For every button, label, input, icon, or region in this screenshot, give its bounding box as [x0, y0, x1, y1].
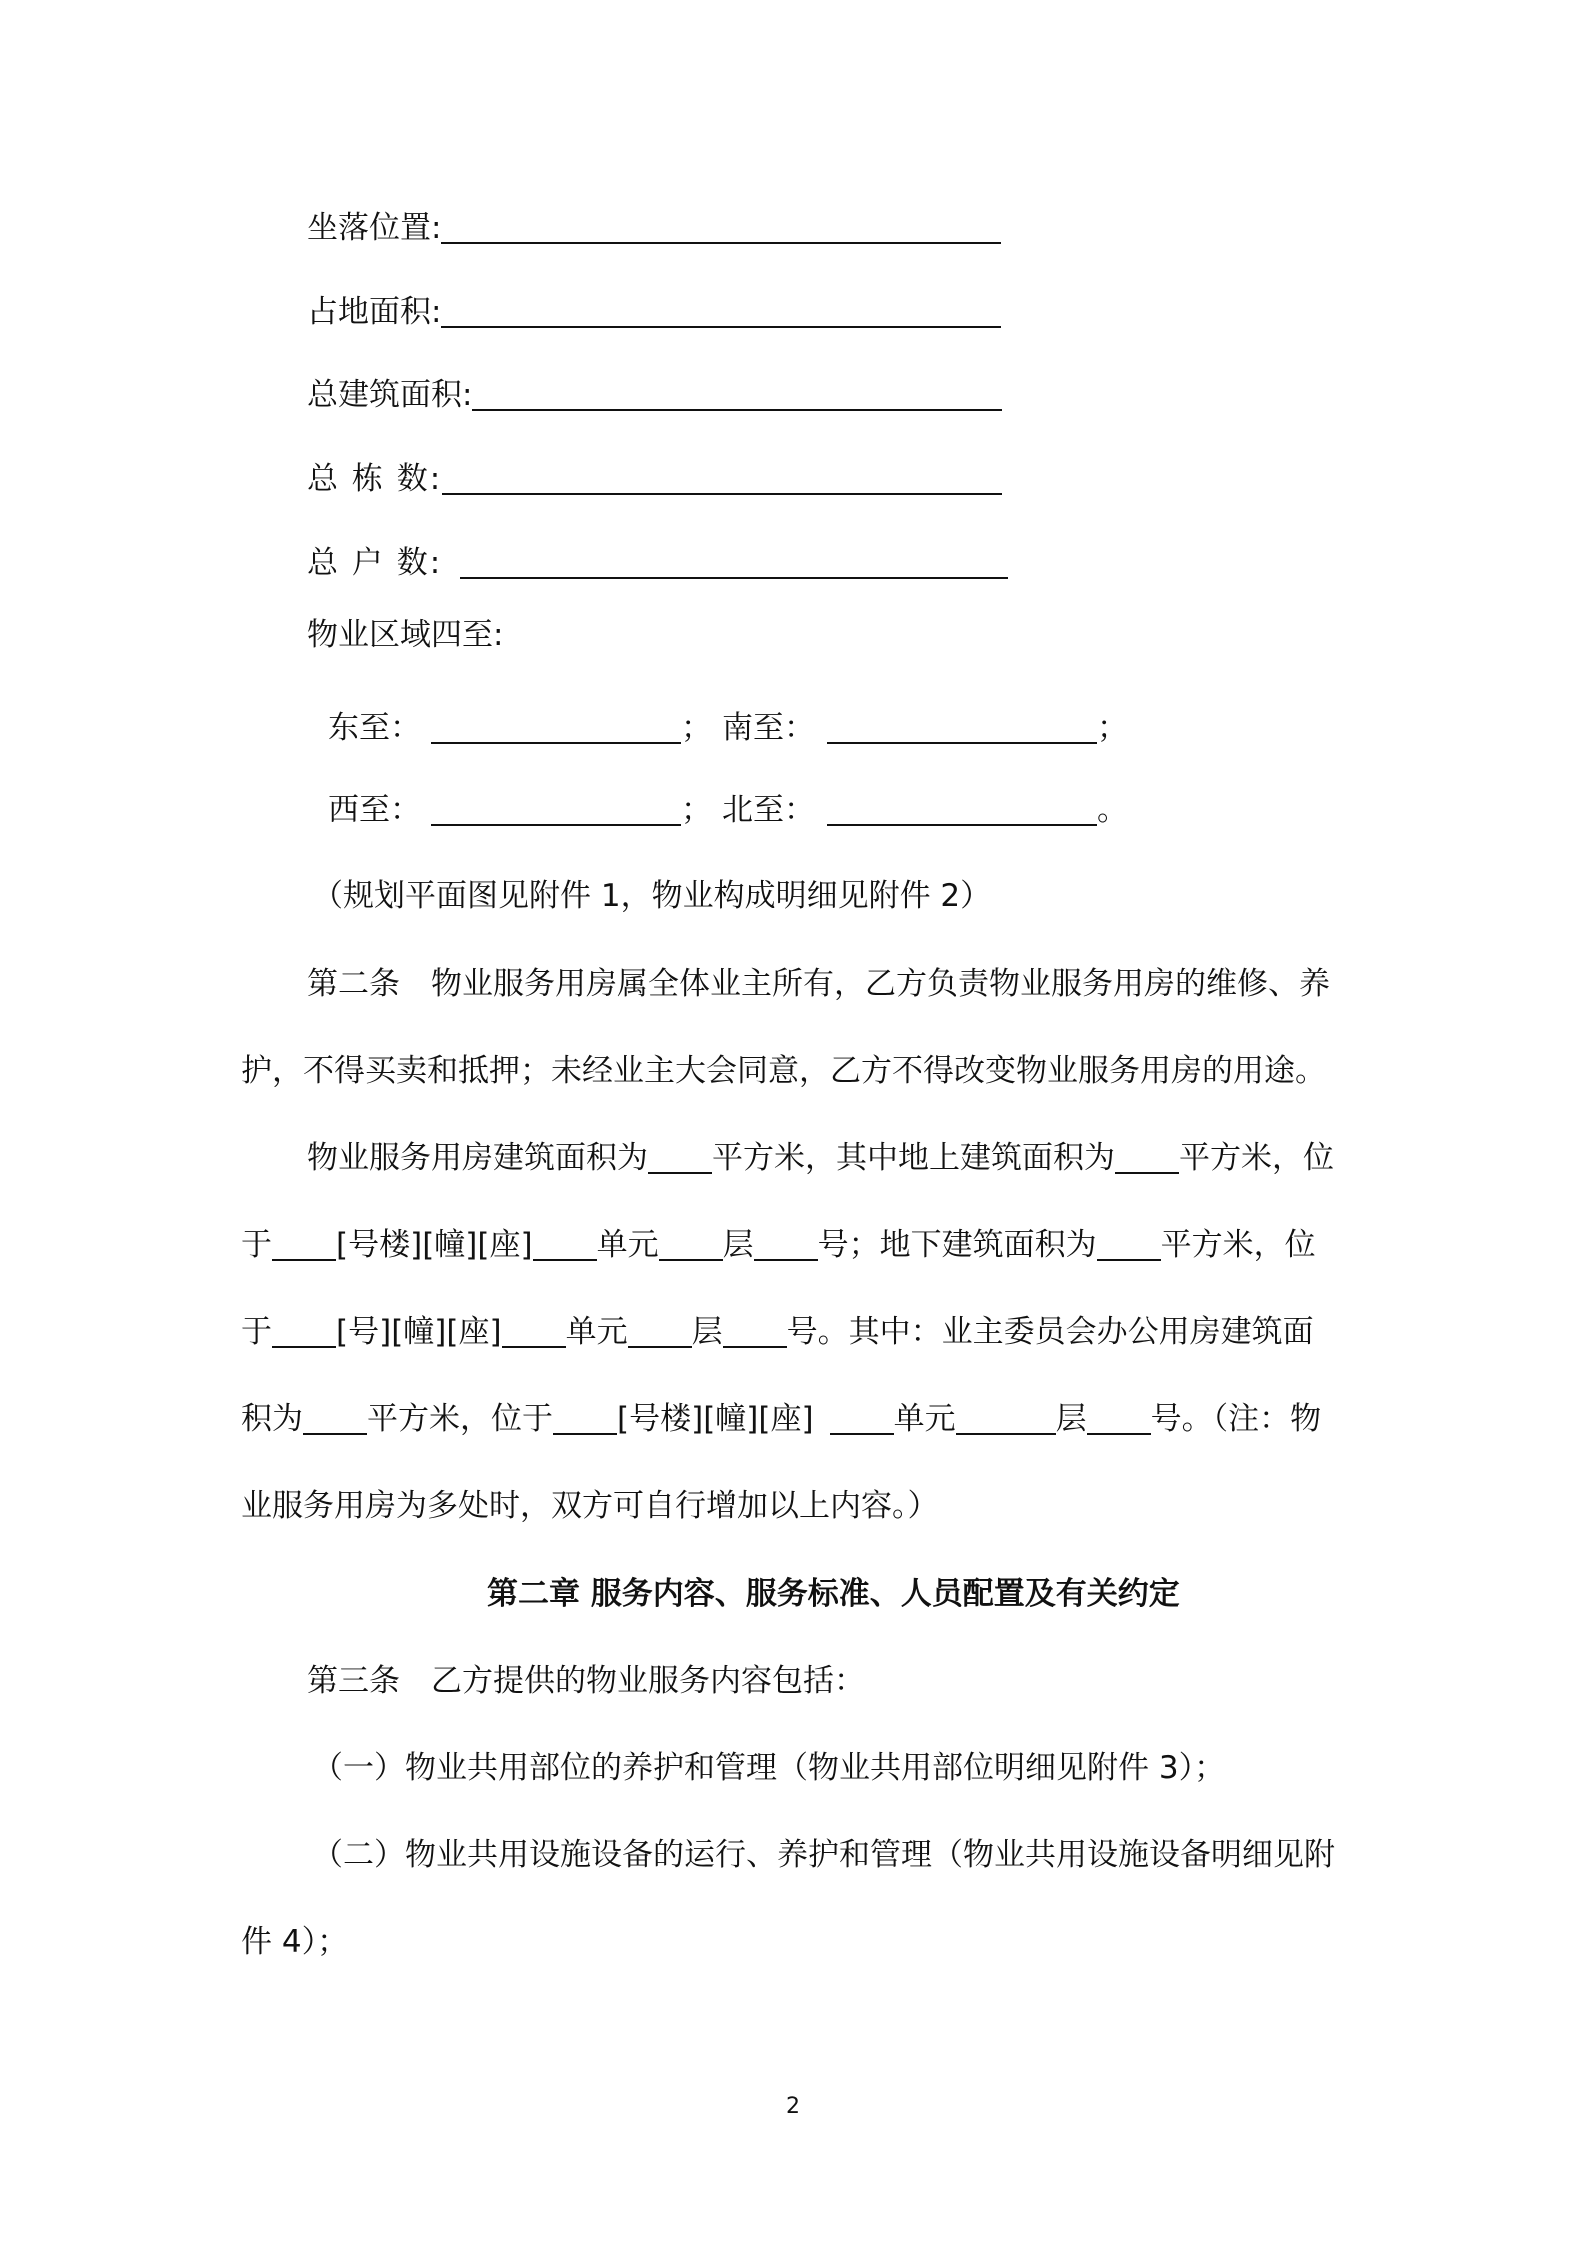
land-area-label: 占地面积:	[307, 294, 442, 330]
blank-area-total[interactable]	[648, 1142, 712, 1174]
blank-room[interactable]	[1087, 1403, 1151, 1435]
total-households-label: 总 户 数:	[307, 545, 443, 581]
text: 积为	[241, 1401, 303, 1437]
page-number: 2	[786, 2094, 800, 2119]
article3-item2-line2: 件 4）；	[241, 1924, 349, 1960]
text: 平方米，位于	[367, 1401, 553, 1437]
blank-area-above[interactable]	[1115, 1142, 1179, 1174]
text: 号。其中：业主委员会办公用房建筑面	[786, 1314, 1314, 1350]
blank-room[interactable]	[754, 1229, 818, 1261]
text: 单元	[565, 1314, 628, 1350]
south-blank[interactable]	[827, 712, 1097, 744]
text: 平方米，位	[1160, 1227, 1316, 1263]
article2-line1: 第二条 物业服务用房属全体业主所有，乙方负责物业服务用房的维修、养	[307, 966, 1330, 1002]
text: 于	[241, 1314, 272, 1350]
text: 平方米，位	[1179, 1140, 1334, 1176]
north-blank[interactable]	[827, 794, 1097, 826]
separator: ；	[681, 710, 712, 746]
text: [号楼][幢][座]	[336, 1227, 533, 1263]
total-buildings-blank[interactable]	[442, 463, 1002, 495]
text: [号][幢][座]	[336, 1314, 502, 1350]
blank-building[interactable]	[272, 1229, 336, 1261]
blank-unit[interactable]	[533, 1229, 597, 1261]
total-building-area-label: 总建筑面积:	[307, 377, 473, 413]
text: 物业服务用房建筑面积为	[307, 1140, 648, 1176]
text: 于	[241, 1227, 272, 1263]
blank-unit[interactable]	[830, 1403, 894, 1435]
east-blank[interactable]	[431, 712, 681, 744]
west-label: 西至：	[328, 792, 421, 828]
land-area-blank[interactable]	[441, 296, 1001, 328]
blank-committee-area[interactable]	[303, 1403, 367, 1435]
chapter2-title: 第二章 服务内容、服务标准、人员配置及有关约定	[487, 1576, 1180, 1612]
text: 单元	[596, 1227, 659, 1263]
plan-note: （规划平面图见附件 1，物业构成明细见附件 2）	[312, 878, 992, 914]
blank-floor[interactable]	[956, 1403, 1056, 1435]
total-buildings-field	[307, 459, 1002, 499]
north-label: 北至：	[722, 792, 815, 828]
blank-room[interactable]	[723, 1316, 787, 1348]
boundaries-row-east-south	[328, 708, 1128, 748]
text: 号。（注：物	[1150, 1401, 1322, 1437]
total-building-area-field	[307, 375, 1002, 415]
west-blank[interactable]	[431, 794, 681, 826]
blank-building[interactable]	[553, 1403, 617, 1435]
text: 平方米，其中地上建筑面积为	[712, 1140, 1115, 1176]
article2-line5	[241, 1312, 1314, 1352]
text: 层	[722, 1227, 754, 1263]
land-area-field	[307, 292, 1001, 332]
text: 单元	[893, 1401, 956, 1437]
article2-line3	[307, 1138, 1334, 1178]
text: [号楼][幢][座]	[617, 1401, 814, 1437]
article3-item1: （一）物业共用部位的养护和管理（物业共用部位明细见附件 3）；	[312, 1750, 1226, 1786]
blank-floor[interactable]	[659, 1229, 723, 1261]
total-building-area-blank[interactable]	[472, 379, 1002, 411]
south-end: ；	[1097, 710, 1128, 746]
boundaries-row-west-north	[328, 790, 1128, 830]
article2-line7: 业服务用房为多处时，双方可自行增加以上内容。）	[241, 1488, 939, 1524]
south-label: 南至：	[722, 710, 815, 746]
article2-line6	[241, 1399, 1321, 1439]
total-households-blank[interactable]	[460, 547, 1008, 579]
location-label: 坐落位置:	[307, 210, 442, 246]
blank-area-below[interactable]	[1097, 1229, 1161, 1261]
text: 层	[1055, 1401, 1087, 1437]
article2-line4	[241, 1225, 1316, 1265]
blank-unit[interactable]	[502, 1316, 566, 1348]
location-field	[307, 208, 1001, 248]
blank-floor[interactable]	[628, 1316, 692, 1348]
article3-item2-line1: （二）物业共用设施设备的运行、养护和管理（物业共用设施设备明细见附	[312, 1837, 1335, 1873]
text: 层	[691, 1314, 723, 1350]
total-buildings-label: 总 栋 数:	[307, 461, 443, 497]
blank-building[interactable]	[272, 1316, 336, 1348]
total-households-field	[307, 543, 1008, 583]
north-end: 。	[1097, 792, 1128, 828]
boundaries-heading: 物业区域四至:	[307, 617, 504, 653]
location-blank[interactable]	[441, 212, 1001, 244]
east-label: 东至：	[328, 710, 421, 746]
separator: ；	[681, 792, 712, 828]
article2-line2: 护，不得买卖和抵押；未经业主大会同意，乙方不得改变物业服务用房的用途。	[241, 1053, 1326, 1089]
article3-intro: 第三条 乙方提供的物业服务内容包括：	[307, 1663, 865, 1699]
text: 号；地下建筑面积为	[817, 1227, 1097, 1263]
